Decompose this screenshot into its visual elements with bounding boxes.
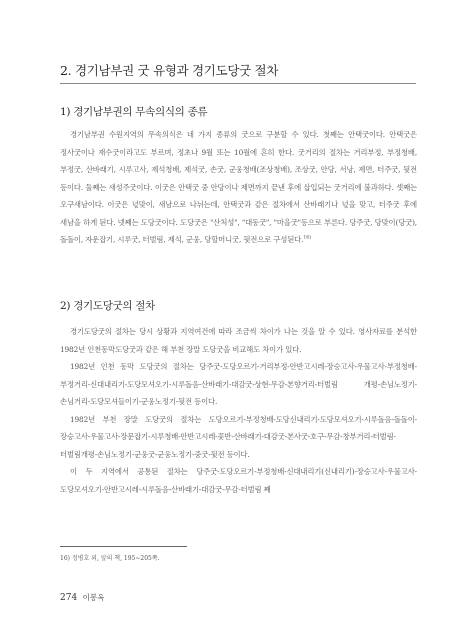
section-title: 2. 경기남부권 굿 유형과 경기도당굿 절차 — [60, 63, 279, 78]
subsection-heading-1: 1) 경기남부권의 무속의식의 종류 — [60, 106, 208, 118]
paragraph-text: 경기남부권 수원지역의 무속의식은 네 가지 종류의 굿으로 구분할 수 있다. 첫째는 안택굿이다. 안택굿은 정사굿이나 재수굿이라고도 부르며, 정초나 9월 또는 10월에 흔히 한다. 굿거리의 절차는 거리부정, 부정청배, 부정굿, 산바래기, 시루고사, 제석청배, 제석굿, 손굿, 군웅청배(조상청배), 조상굿, 안당, 서낭, 제면, 터주굿, 뒷전 등이다. 둘째는 새성주굿이다. 이굿은 안택굿 중 안당이나 제면까지 끝낸 후에 삽입되는 굿거리에 불과하다. 셋째는 오구새남이다. 이굿은 넋맞이, 새남으로 나뉘는데, 안택굿과 같은 절차에서 산바래기나 넋을 맞고, 터주굿 후에 새남을 하게 된다. 넷째는 도당굿이다. 도당굿은 "산처성", "대동굿", "마을굿"등으로 부른다. 당주굿, 당맞이(당굿), 돌돌이, 자운잡기, 시루굿, 터벌림, 제석, 군웅, 당할머니굿, 뒷전으로 구성된다. — [60, 130, 417, 244]
footnote: 16) 정병호 외, 앞의 책, 195~205쪽. — [60, 555, 160, 562]
paragraph: 이 두 지역에서 공통된 절차는 당주굿-도당오르기-부정청배-신대내리기(신내리기)-장승고사-우물고사-도당모셔오기-안반고시레-시루돌음-산바래기-대감굿-무감-터벌림 째 — [60, 467, 417, 494]
paragraph: 1982년 인천 동막 도당굿의 절차는 당주굿-도당오르기-거리부정-안반고시레-장승고사-우물고사-부정청배-부정거리-신대내리기-도당모셔오기-시루돌음-산바래기-대감굿-상현-무감-본향거리-터벌림 개평-손님노정기-손님거리-도당모셔들이기-군웅노정기-뒷전 등이다. — [60, 362, 417, 406]
subsection-heading-2: 2) 경기도당굿의 절차 — [60, 300, 155, 312]
section-divider — [60, 83, 416, 84]
paragraph: 경기도당굿의 절차는 당시 상황과 지역여건에 따라 조금씩 차이가 나는 것을 알 수 있다. 영사자료를 분석한 1982년 인천동막도당굿과 같은 해 부천 장말 도당굿을 비교해도 차이가 있다. — [60, 327, 417, 354]
subsection-2-body — [60, 323, 417, 498]
page-footer — [60, 592, 104, 603]
running-title: 이봉옥 — [82, 593, 105, 602]
subsection-1-body — [60, 126, 417, 249]
page-number: 274 — [60, 593, 78, 603]
paragraph: 1982년 부천 장말 도당굿의 절차는 도당오르기-부정청배-도당신내리기-도당모셔오기-시루돌음-돌돌이-장승고사-우물고사-장문잡기-시루청배-안반고시레-꽃반-산바래기-대감굿-본사굿-호구-무감-창부거리-터벌림-터벌림개평-손님노정기-군웅굿-군웅노정기-중굿-뒷전 등이다. — [60, 414, 417, 459]
footnote-divider — [60, 546, 187, 547]
paragraph — [60, 126, 417, 249]
footnote-ref: 16) — [303, 234, 312, 241]
